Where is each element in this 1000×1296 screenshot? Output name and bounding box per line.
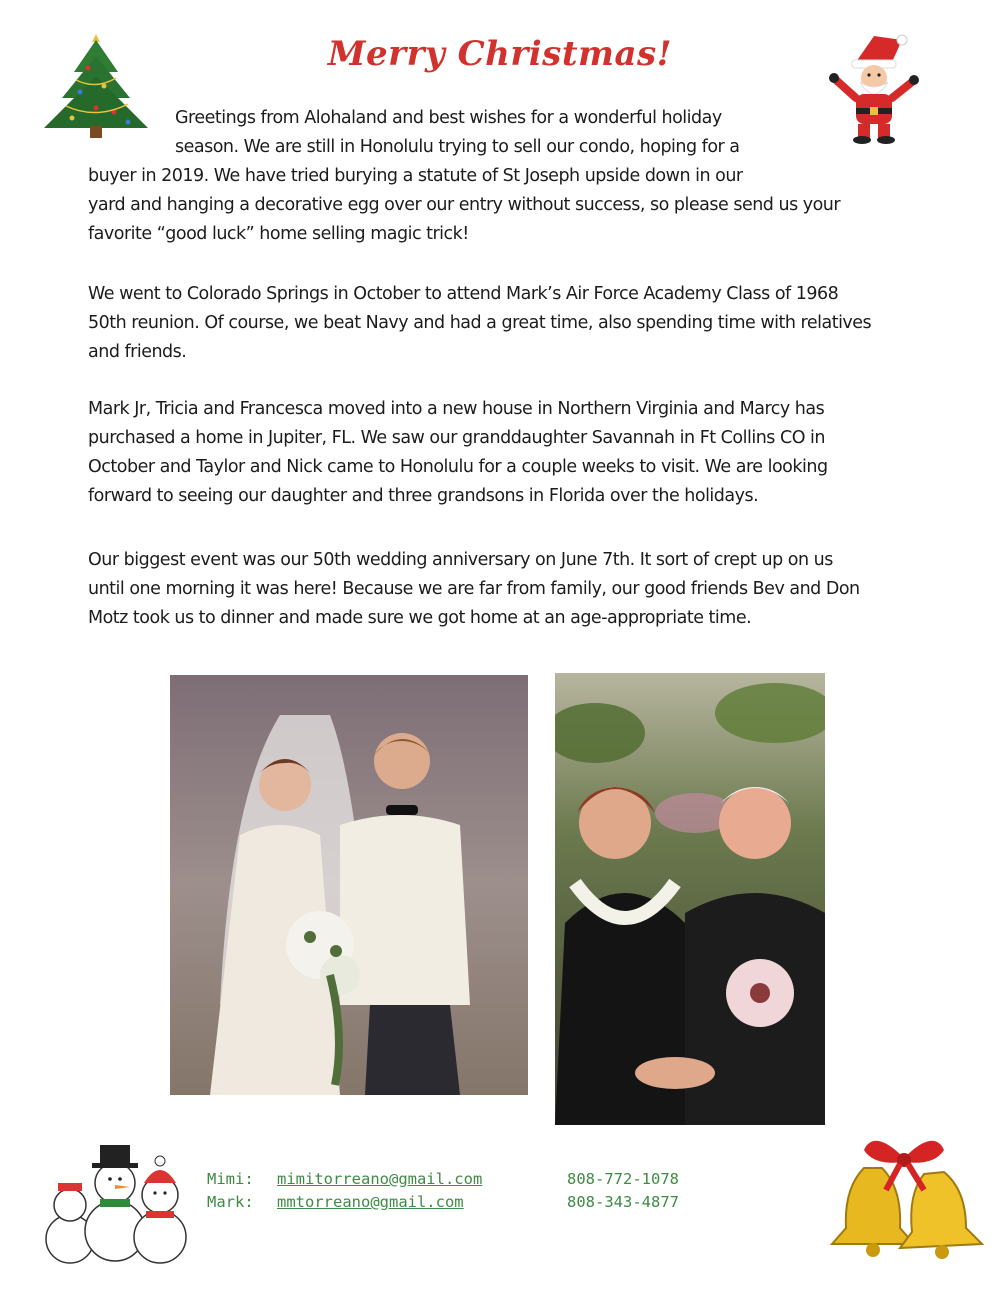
text-line: 50th reunion. Of course, we beat Navy and had a great time, also spending time with relatives (88, 313, 872, 333)
text-line: purchased a home in Jupiter, FL. We saw our granddaughter Savannah in Ft Collins CO in (88, 428, 825, 448)
wedding-photo (170, 675, 528, 1095)
text-line: Our biggest event was our 50th wedding anniversary on June 7th. It sort of crept up on us (88, 550, 833, 570)
anniversary-photo (555, 673, 825, 1125)
text-line: favorite “good luck” home selling magic trick! (88, 224, 469, 244)
phone-number: 808-772-1078 (567, 1170, 679, 1188)
text-line: buyer in 2019. We have tried burying a statute of St Joseph upside down in our (88, 166, 743, 186)
contact-label: Mimi: (207, 1170, 254, 1188)
text-line: and friends. (88, 342, 187, 362)
email-link[interactable]: mimitorreano@gmail.com (277, 1170, 483, 1188)
paragraph-family (88, 395, 928, 511)
text-line: We went to Colorado Springs in October to attend Mark’s Air Force Academy Class of 1968 (88, 284, 839, 304)
paragraph-anniversary (88, 546, 928, 633)
contact-row-mimi (207, 1170, 679, 1188)
paragraph-reunion (88, 280, 928, 367)
page-title: Merry Christmas! (327, 34, 673, 74)
text-line: until one morning it was here! Because we are far from family, our good friends Bev and Don (88, 579, 860, 599)
text-line: forward to seeing our daughter and three grandsons in Florida over the holidays. (88, 486, 759, 506)
contact-label: Mark: (207, 1193, 254, 1211)
text-line: Greetings from Alohaland and best wishes for a wonderful holiday (175, 108, 722, 128)
text-line: October and Taylor and Nick came to Honolulu for a couple weeks to visit. We are looking (88, 457, 828, 477)
text-line: season. We are still in Honolulu trying to sell our condo, hoping for a (175, 137, 740, 157)
paragraph-greetings (88, 104, 928, 249)
text-line: Motz took us to dinner and made sure we got home at an age-appropriate time. (88, 608, 752, 628)
text-line: yard and hanging a decorative egg over our entry without success, so please send us your (88, 195, 841, 215)
text-line: Mark Jr, Tricia and Francesca moved into a new house in Northern Virginia and Marcy has (88, 399, 825, 419)
christmas-bells-icon (824, 1128, 989, 1263)
email-link[interactable]: mmtorreano@gmail.com (277, 1193, 464, 1211)
contact-row-mark (207, 1193, 679, 1211)
phone-number: 808-343-4877 (567, 1193, 679, 1211)
snowmen-icon (40, 1127, 188, 1267)
